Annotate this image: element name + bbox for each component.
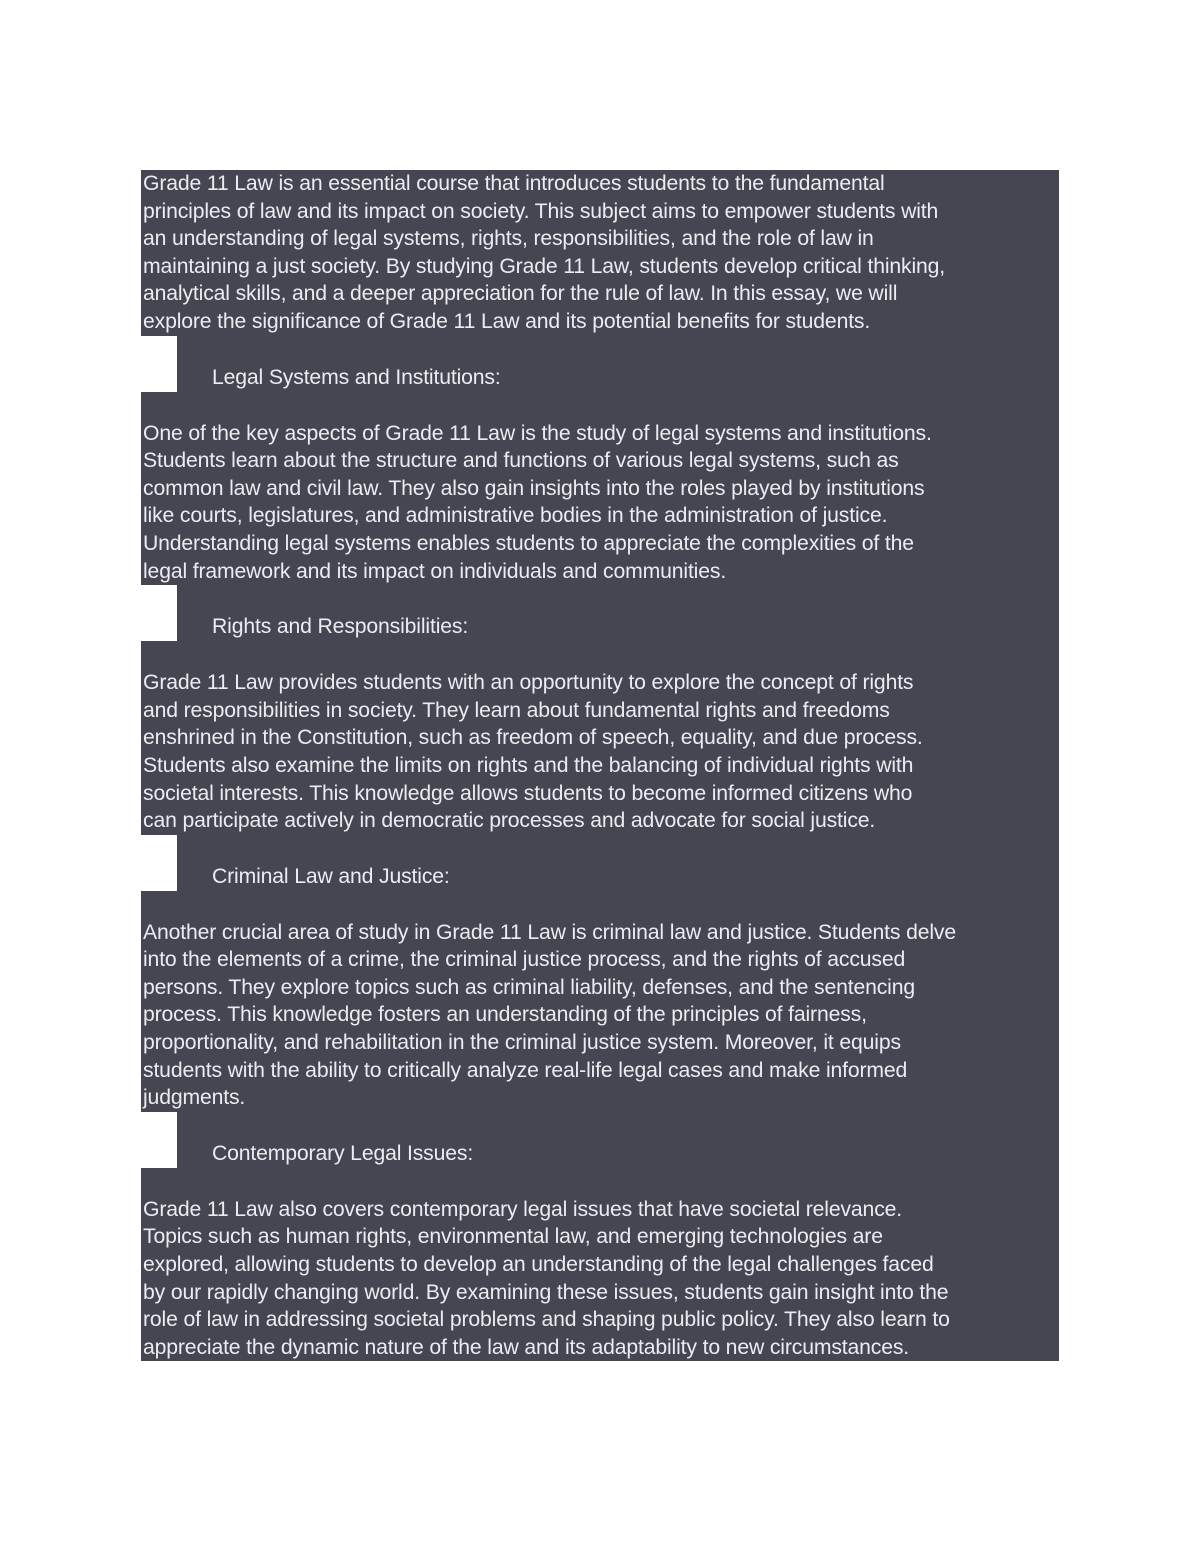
section-heading: Rights and Responsibilities: xyxy=(212,615,469,639)
text-line: Topics such as human rights, environmental law, and emerging technologies are xyxy=(143,1225,883,1249)
text-line: explore the significance of Grade 11 Law and its potential benefits for students. xyxy=(143,309,871,333)
section-heading-row xyxy=(141,1112,1059,1168)
text-line: legal framework and its impact on individuals and communities. xyxy=(143,559,727,583)
text-line: enshrined in the Constitution, such as freedom of speech, equality, and due process. xyxy=(143,726,923,750)
intro-paragraph xyxy=(141,170,1059,336)
text-line: into the elements of a crime, the criminal justice process, and the rights of accused xyxy=(143,948,906,972)
text-line: process. This knowledge fosters an understanding of the principles of fairness, xyxy=(143,1003,867,1027)
text-line: Students also examine the limits on rights and the balancing of individual rights with xyxy=(143,753,914,777)
essay-body xyxy=(141,170,1059,1361)
text-line: and responsibilities in society. They learn about fundamental rights and freedoms xyxy=(143,698,890,722)
text-line: by our rapidly changing world. By examining these issues, students gain insight into the xyxy=(143,1280,949,1304)
section-paragraph xyxy=(141,669,1059,835)
text-line: judgments. xyxy=(143,1086,246,1110)
section-paragraph xyxy=(141,420,1059,586)
text-line: Another crucial area of study in Grade 11 Law is criminal law and justice. Students delve xyxy=(143,920,956,944)
section-paragraph xyxy=(141,919,1059,1112)
section-heading-row xyxy=(141,336,1059,392)
text-line: principles of law and its impact on society. This subject aims to empower students with xyxy=(143,199,939,223)
text-line: One of the key aspects of Grade 11 Law is the study of legal systems and institutions. xyxy=(143,421,932,445)
text-line: like courts, legislatures, and administrative bodies in the administration of justice. xyxy=(143,504,888,528)
section-paragraph xyxy=(141,1196,1059,1362)
text-line: Students learn about the structure and functions of various legal systems, such as xyxy=(143,449,899,473)
text-line: persons. They explore topics such as criminal liability, defenses, and the sentencing xyxy=(143,975,916,999)
text-line: Understanding legal systems enables students to appreciate the complexities of the xyxy=(143,531,914,555)
text-line: maintaining a just society. By studying Grade 11 Law, students develop critical thinking, xyxy=(143,254,946,278)
text-line: students with the ability to critically analyze real-life legal cases and make informed xyxy=(143,1058,908,1082)
section-heading: Criminal Law and Justice: xyxy=(212,864,450,888)
text-line: proportionality, and rehabilitation in the criminal justice system. Moreover, it equips xyxy=(143,1031,901,1055)
section-heading-row xyxy=(141,835,1059,891)
section-heading: Legal Systems and Institutions: xyxy=(212,365,501,389)
text-line: Grade 11 Law also covers contemporary legal issues that have societal relevance. xyxy=(143,1197,903,1221)
text-line: common law and civil law. They also gain insights into the roles played by institutions xyxy=(143,476,925,500)
section-heading-row xyxy=(141,585,1059,641)
text-line: an understanding of legal systems, rights, responsibilities, and the role of law in xyxy=(143,227,874,251)
text-line: appreciate the dynamic nature of the law and its adaptability to new circumstances. xyxy=(143,1335,910,1359)
text-line: role of law in addressing societal problems and shaping public policy. They also learn to xyxy=(143,1308,950,1332)
text-line: explored, allowing students to develop an understanding of the legal challenges faced xyxy=(143,1253,934,1277)
text-line: can participate actively in democratic processes and advocate for social justice. xyxy=(143,809,876,833)
text-line: societal interests. This knowledge allows students to become informed citizens who xyxy=(143,781,913,805)
section-heading: Contemporary Legal Issues: xyxy=(212,1141,474,1165)
text-line: analytical skills, and a deeper appreciation for the rule of law. In this essay, we will xyxy=(143,282,898,306)
text-line: Grade 11 Law is an essential course that introduces students to the fundamental xyxy=(143,172,885,195)
text-line: Grade 11 Law provides students with an opportunity to explore the concept of rights xyxy=(143,671,914,695)
